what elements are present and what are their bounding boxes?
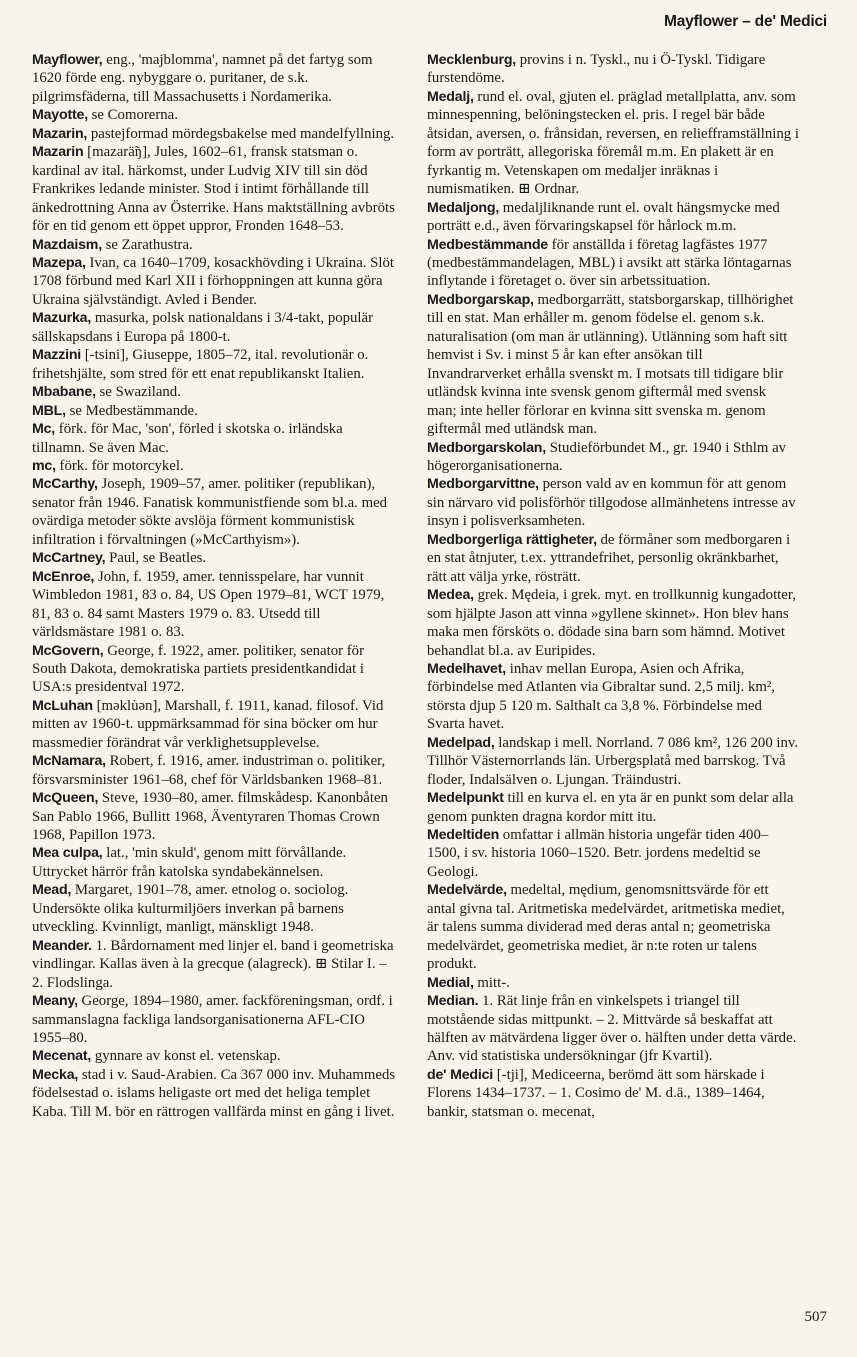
definition: [-tsini], Giuseppe, 1805–72, ital. revolutionär o. frihetshjälte, som stred för ett enat republikanskt Italien. (32, 347, 369, 382)
definition: se Comorerna. (87, 107, 178, 124)
headword: MBL, (32, 402, 66, 419)
definition: Studieförbundet M., gr. 1940 i Sthlm av högerorganisationerna. (427, 439, 787, 474)
running-head: Mayflower – de' Medici (664, 13, 827, 30)
headword: Mazzini (32, 347, 82, 364)
entry-mcgovern (32, 642, 398, 697)
headword: Medborgerliga rättigheter, (427, 531, 597, 548)
definition: lat., 'min skuld', genom mitt förvållande. Uttrycket härrör från katolska syndabekännelsen. (32, 845, 347, 880)
definition: förk. för motorcykel. (55, 457, 184, 474)
right-column (427, 51, 799, 1121)
entry-medial (427, 974, 799, 992)
entry-mcqueen (32, 789, 398, 844)
entry-mazurka (32, 309, 398, 346)
definition: mitt-. (473, 974, 510, 991)
headword: McNamara, (32, 753, 106, 770)
entry-medborgarvittne (427, 475, 799, 530)
headword: Mecka, (32, 1066, 79, 1083)
entry-medbestammande (427, 236, 799, 291)
definition: gynnare av konst el. vetenskap. (91, 1048, 281, 1065)
definition: Joseph, 1909–57, amer. politiker (republikan), senator från 1946. Fanatisk kommunistfiende som bl.a. med ovärdiga metoder sökte avslöja förment kommunistisk infiltration i förvaltningen (»McCarthyism»). (32, 476, 388, 548)
headword: Mecklenburg, (427, 52, 517, 68)
definition: grek. Mędeia, i grek. myt. en trollkunnig kungadotter, som hjälpte Jason att vinna »gyllene skinnet». Hon blev hans maka men försköts o. dödade sina barn som hämnd. Motivet behandlat bl.a. av Euripides. (427, 587, 796, 659)
definition: pastejformad mördegsbakelse med mandelfyllning. (87, 125, 395, 142)
headword: Medelpunkt (427, 790, 504, 807)
entry-mazepa (32, 254, 398, 309)
headword: Mazepa, (32, 254, 86, 271)
headword: Medbestämmande (427, 236, 548, 253)
headword: McEnroe, (32, 568, 95, 585)
headword: Meany, (32, 993, 78, 1010)
definition: rund el. oval, gjuten el. präglad metallplatta, anv. som minnespenning, belöningstecken el. pris. I regel bär både åtsidan, aversen, o. frånsidan, reversen, en reliefframställning i form av porträtt, allegoriska föremål m.m. En plakett är en fyrkantig m. Vetenskapen om medaljer inräknas i numismatiken. ⊞ Ordnar. (427, 88, 799, 198)
entry-medea (427, 586, 799, 660)
definition: George, f. 1922, amer. politiker, senator för South Dakota, demokratiska partiets presidentkandidat i USA:s presidentval 1972. (32, 642, 365, 696)
definition: person vald av en kommun för att genom sin närvaro vid polisförhör tillgodose allmänhetens intresse av insyn i polisverksamheten. (427, 476, 796, 530)
entry-mazarin-pastry (32, 125, 398, 143)
definition: eng., 'majblomma', namnet på det fartyg som 1620 förde eng. nybyggare o. puritaner, de s.k. pilgrimsfäderna, till Massachusetts i Nordamerika. (32, 52, 373, 105)
headword: Mayotte, (32, 107, 88, 124)
headword: McCarthy, (32, 476, 98, 493)
entry-medelpad (427, 734, 799, 789)
definition: för anställda i företag lagfästes 1977 (medbestämmandelagen, MBL) i avsikt att stärka löntagarnas inflytande i företaget o. över sin arbetssituation. (427, 236, 792, 290)
entry-medeltiden (427, 826, 799, 881)
entry-medaljong (427, 199, 799, 236)
entry-mccarthy (32, 475, 398, 549)
definition: till en kurva el. en yta är en punkt som delar alla genom punkten dragna kordor mitt itu. (427, 790, 794, 825)
entry-mayotte (32, 106, 398, 124)
entry-medborgarskolan (427, 439, 799, 476)
entry-mbabane (32, 383, 398, 401)
entry-meander (32, 937, 398, 992)
entry-median (427, 992, 799, 1066)
headword: de' Medici (427, 1066, 494, 1083)
headword: Mazurka, (32, 310, 92, 327)
headword: Medelvärde, (427, 882, 507, 899)
left-column (32, 51, 398, 1121)
entry-meany (32, 992, 398, 1047)
entry-mbl (32, 402, 398, 420)
definition: inhav mellan Europa, Asien och Afrika, förbindelse med Atlanten via Gibraltar sund. 2,5 milj. km², största djup 5 120 m. Salthalt ca 3,8 %. Förbindelse med Svarta havet. (427, 660, 775, 733)
headword: McQueen, (32, 790, 99, 807)
headword: mc, (32, 457, 56, 474)
headword: Median. (427, 993, 479, 1010)
definition: [mazarä̃ŋ], Jules, 1602–61, fransk statsman o. kardinal av ital. härkomst, under Ludvig XIV till sin död Frankrikes ledande minister. Stod i intimt förhållande till änkedrottning Anna av Österrike. Hans maktställning avbröts för en tid genom ett öppet uppror, Fronden 1648–53. (32, 144, 395, 235)
headword: Medborgarvittne, (427, 476, 539, 493)
headword: Medea, (427, 587, 474, 604)
headword: Medborgarskap, (427, 291, 534, 308)
headword: Medaljong, (427, 199, 500, 216)
entry-mayflower (32, 51, 398, 106)
definition: förk. för Mac, 'son', förled i skotska o. irländska tillnamn. Se även Mac. (32, 421, 343, 456)
definition: George, 1894–1980, amer. fackföreningsman, ordf. i sammanslagna fackliga landsorganisationerna AFL-CIO 1955–80. (32, 993, 393, 1047)
entry-medelvarde (427, 881, 799, 973)
definition: masurka, polsk nationaldans i 3/4-takt, populär sällskapsdans i Europa på 1800-t. (32, 310, 374, 345)
definition: de förmåner som medborgaren i en stat åtnjuter, t.ex. yttrandefrihet, personlig okränkbarhet, rätt att välja yrke, rösträtt. (427, 531, 791, 585)
definition: 1. Rät linje från en vinkelspets i triangel till motstående sidas mittpunkt. – 2. Mittvärde så beskaffat att hälften av mätvärdena ligger över o. hälften under detta värde. Anv. vid statistiska undersökningar (jfr Kvartil). (427, 993, 797, 1065)
entry-medborgerliga-rattigheter (427, 531, 799, 586)
entry-de-medici (427, 1066, 799, 1121)
definition: Steve, 1930–80, amer. filmskådesp. Kanonbåten San Pablo 1966, Bullitt 1968, Äventyraren Thomas Crown 1968, Papillon 1973. (32, 790, 388, 844)
headword: McCartney, (32, 550, 106, 567)
entry-mcnamara (32, 752, 398, 789)
entry-medelhavet (427, 660, 799, 734)
entry-mcenroe (32, 568, 398, 642)
headword: Medelpad, (427, 734, 495, 751)
definition: Robert, f. 1916, amer. industriman o. politiker, försvarsminister 1961–68, chef för Världsbanken 1968–81. (32, 753, 386, 788)
entry-mc-lower (32, 457, 398, 475)
headword: Mecenat, (32, 1048, 92, 1065)
headword: Mazarin (32, 144, 84, 161)
entry-mazarin-jules (32, 143, 398, 235)
definition: Paul, se Beatles. (105, 550, 207, 567)
entry-mcluhan (32, 697, 398, 752)
headword: McGovern, (32, 642, 104, 659)
definition: 1. Bårdornament med linjer el. band i geometriska vindlingar. Kallas även à la grecque (alagreck). ⊞ Stilar I. – 2. Flodslinga. (32, 937, 394, 991)
entry-mecklenburg (427, 51, 799, 88)
definition: [məklu̇ən], Marshall, f. 1911, kanad. filosof. Vid mitten av 1960-t. uppmärksammad för sina böcker om hur massmedier förändrat vår verklighetsupplevelse. (32, 697, 384, 751)
headword: Mead, (32, 882, 72, 899)
headword: Medeltiden (427, 827, 500, 844)
definition: [-tji], Mediceerna, berömd ätt som härskade i Florens 1434–1737. – 1. Cosimo de' M. d.ä., 1389–1464, bankir, statsman o. mecenat, (427, 1066, 765, 1120)
definition: John, f. 1959, amer. tennisspelare, har vunnit Wimbledon 1981, 83 o. 84, US Open 1979–81, WCT 1979, 81, 83 o. 84 samt Masters 1979 o. 83. Utsedd till världsmästare 1981 o. 83. (32, 568, 385, 641)
headword: Meander. (32, 937, 92, 954)
entry-mecenat (32, 1047, 398, 1065)
definition: medeltal, mędium, genomsnittsvärde för ett antal givna tal. Aritmetiska medelvärdet, aritmetiska mediet, är talens summa dividerad med deras antal n; geometriska medelvärdet, geometriska mediet, är n:te roten ur talens produkt. (427, 882, 785, 973)
definition: se Swaziland. (95, 384, 181, 401)
definition: provins i n. Tyskl., nu i Ö-Tyskl. Tidigare furstendöme. (427, 52, 766, 87)
definition: medaljliknande runt el. ovalt hängsmycke med porträtt e.d., även förvaringskapsel för hårlock m.m. (427, 199, 780, 235)
headword: McLuhan (32, 697, 93, 714)
headword: Mazdaism, (32, 236, 102, 253)
page-number: 507 (804, 1309, 827, 1325)
headword: Mea culpa, (32, 845, 103, 862)
entry-mazdaism (32, 236, 398, 254)
headword: Mazarin, (32, 125, 88, 142)
entry-medelpunkt (427, 789, 799, 826)
definition: se Medbestämmande. (65, 402, 198, 419)
definition: se Zarathustra. (101, 236, 193, 253)
entry-medborgarskap (427, 291, 799, 439)
headword: Medborgarskolan, (427, 439, 546, 456)
definition: medborgarrätt, statsborgarskap, tillhörighet till en stat. Man erhåller m. genom födelse el. genom s.k. naturalisation (om man är utlänning). Utlänning som haft sitt hemvist i Sv. i minst 5 år kan efter ansökan till Invandrarverket erhålla svenskt m. I motsats till tidigare blir utländsk kvinna inte svensk genom giftermål med svensk man; inte heller förlorar en kvinna sitt svenska m. genom giftermål med utländsk man. (427, 291, 794, 438)
entry-mccartney (32, 549, 398, 567)
headword: Medial, (427, 974, 474, 991)
definition: landskap i mell. Norrland. 7 086 km², 126 200 inv. Tillhör Västernorrlands län. Urbergsplatå med barrskog. Två floder, Indalsälven o. Ljungan. Träindustri. (427, 734, 799, 788)
definition: Ivan, ca 1640–1709, kosackhövding i Ukraina. Slöt 1708 förbund med Karl XII i förhoppningen att kunna göra Ukraina självständigt. Avled i Bender. (32, 254, 395, 308)
headword: Mc, (32, 421, 56, 438)
entry-mc (32, 420, 398, 457)
entry-mazzini (32, 346, 398, 383)
headword: Mayflower, (32, 52, 103, 68)
entry-mead (32, 881, 398, 936)
definition: omfattar i allmän historia ungefär tiden 400–1500, i sv. historia 1060–1520. Betr. jordens medeltid se Geologi. (427, 827, 769, 880)
entry-medalj (427, 88, 799, 199)
entry-mea-culpa (32, 844, 398, 881)
definition: stad i v. Saud-Arabien. Ca 367 000 inv. Muhammeds födelsestad o. islams heligaste ort med det heliga templet Kaba. Till M. bör en rättrogen vallfärda minst en gång i livet. (32, 1066, 396, 1120)
definition: Margaret, 1901–78, amer. etnolog o. sociolog. Undersökte olika kulturmiljöers inverkan på barnens utveckling. Kvinnligt, manligt, mänskligt 1948. (32, 882, 349, 936)
headword: Mbabane, (32, 384, 96, 401)
headword: Medalj, (427, 88, 474, 105)
entry-mecka (32, 1066, 398, 1121)
headword: Medelhavet, (427, 660, 507, 677)
